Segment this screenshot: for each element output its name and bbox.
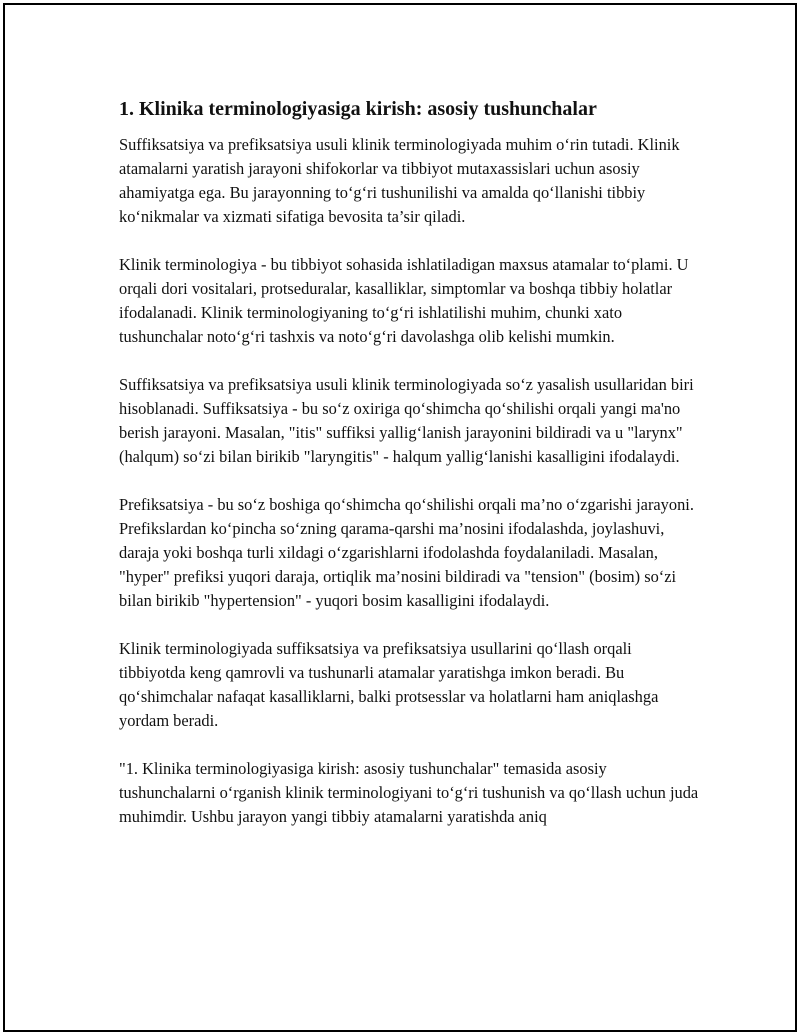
paragraph-6: "1. Klinika terminologiyasiga kirish: asosiy tushunchalar" temasida asosiy tushunchalarni o‘rganish klinik terminologiyani to‘g‘ri tushunish va qo‘llash uchun juda muhimdir. Ushbu jarayon yangi tibbiy atamalarni yaratishda aniq — [119, 759, 699, 826]
paragraph-1: Suffiksatsiya va prefiksatsiya usuli klinik terminologiyada muhim o‘rin tutadi. Klinik atamalarni yaratish jarayoni shifokorlar va tibbiyot mutaxassislari uchun asosiy ahamiyatga ega. Bu jarayonning to‘g‘ri tushunilishi va amalda qo‘llanishi tibbiy ko‘nikmalar va xizmati sifatiga bevosita ta’sir qiladi. — [119, 135, 680, 226]
section-heading: 1. Klinika terminologiyasiga kirish: asosiy tushunchalar — [119, 98, 597, 120]
paragraph-3: Suffiksatsiya va prefiksatsiya usuli klinik terminologiyada so‘z yasalish usullaridan biri hisoblanadi. Suffiksatsiya - bu so‘z oxiriga qo‘shimcha qo‘shilishi orqali yangi ma'no berish jarayoni. Masalan, "itis" suffiksi yallig‘lanish jarayonini bildiradi va u "larynx" (halqum) so‘zi bilan birikib "laryngitis" - halqum yallig‘lanishi kasalligini ifodalaydi. — [119, 375, 694, 466]
document-page — [3, 3, 797, 1032]
paragraph-4: Prefiksatsiya - bu so‘z boshiga qo‘shimcha qo‘shilishi orqali ma’no o‘zgarishi jarayoni. Prefikslardan ko‘pincha so‘zning qarama-qarshi ma’nosini ifodalashda, joylashuvi, daraja yoki boshqa turli xildagi o‘zgarishlarni ifodolashda foydalaniladi. Masalan, "hyper" prefiksi yuqori daraja, ortiqlik ma’nosini bildiradi va "tension" (bosim) so‘zi bilan birikib "hypertension" - yuqori bosim kasalligini ifodalaydi. — [119, 495, 694, 610]
paragraph-5: Klinik terminologiyada suffiksatsiya va prefiksatsiya usullarini qo‘llash orqali tibbiyotda keng qamrovli va tushunarli atamalar yaratishga imkon beradi. Bu qo‘shimchalar nafaqat kasalliklarni, balki protsesslar va holatlarni ham aniqlashga yordam beradi. — [119, 639, 659, 730]
paragraph-2: Klinik terminologiya - bu tibbiyot sohasida ishlatiladigan maxsus atamalar to‘plami. U orqali dori vositalari, protseduralar, kasalliklar, simptomlar va boshqa tibbiy holatlar ifodalanadi. Klinik terminologiyaning to‘g‘ri ishlatilishi muhim, chunki xato tushunchalar noto‘g‘ri tashxis va noto‘g‘ri davolashga olib kelishi mumkin. — [119, 255, 689, 346]
document-body — [119, 95, 699, 829]
